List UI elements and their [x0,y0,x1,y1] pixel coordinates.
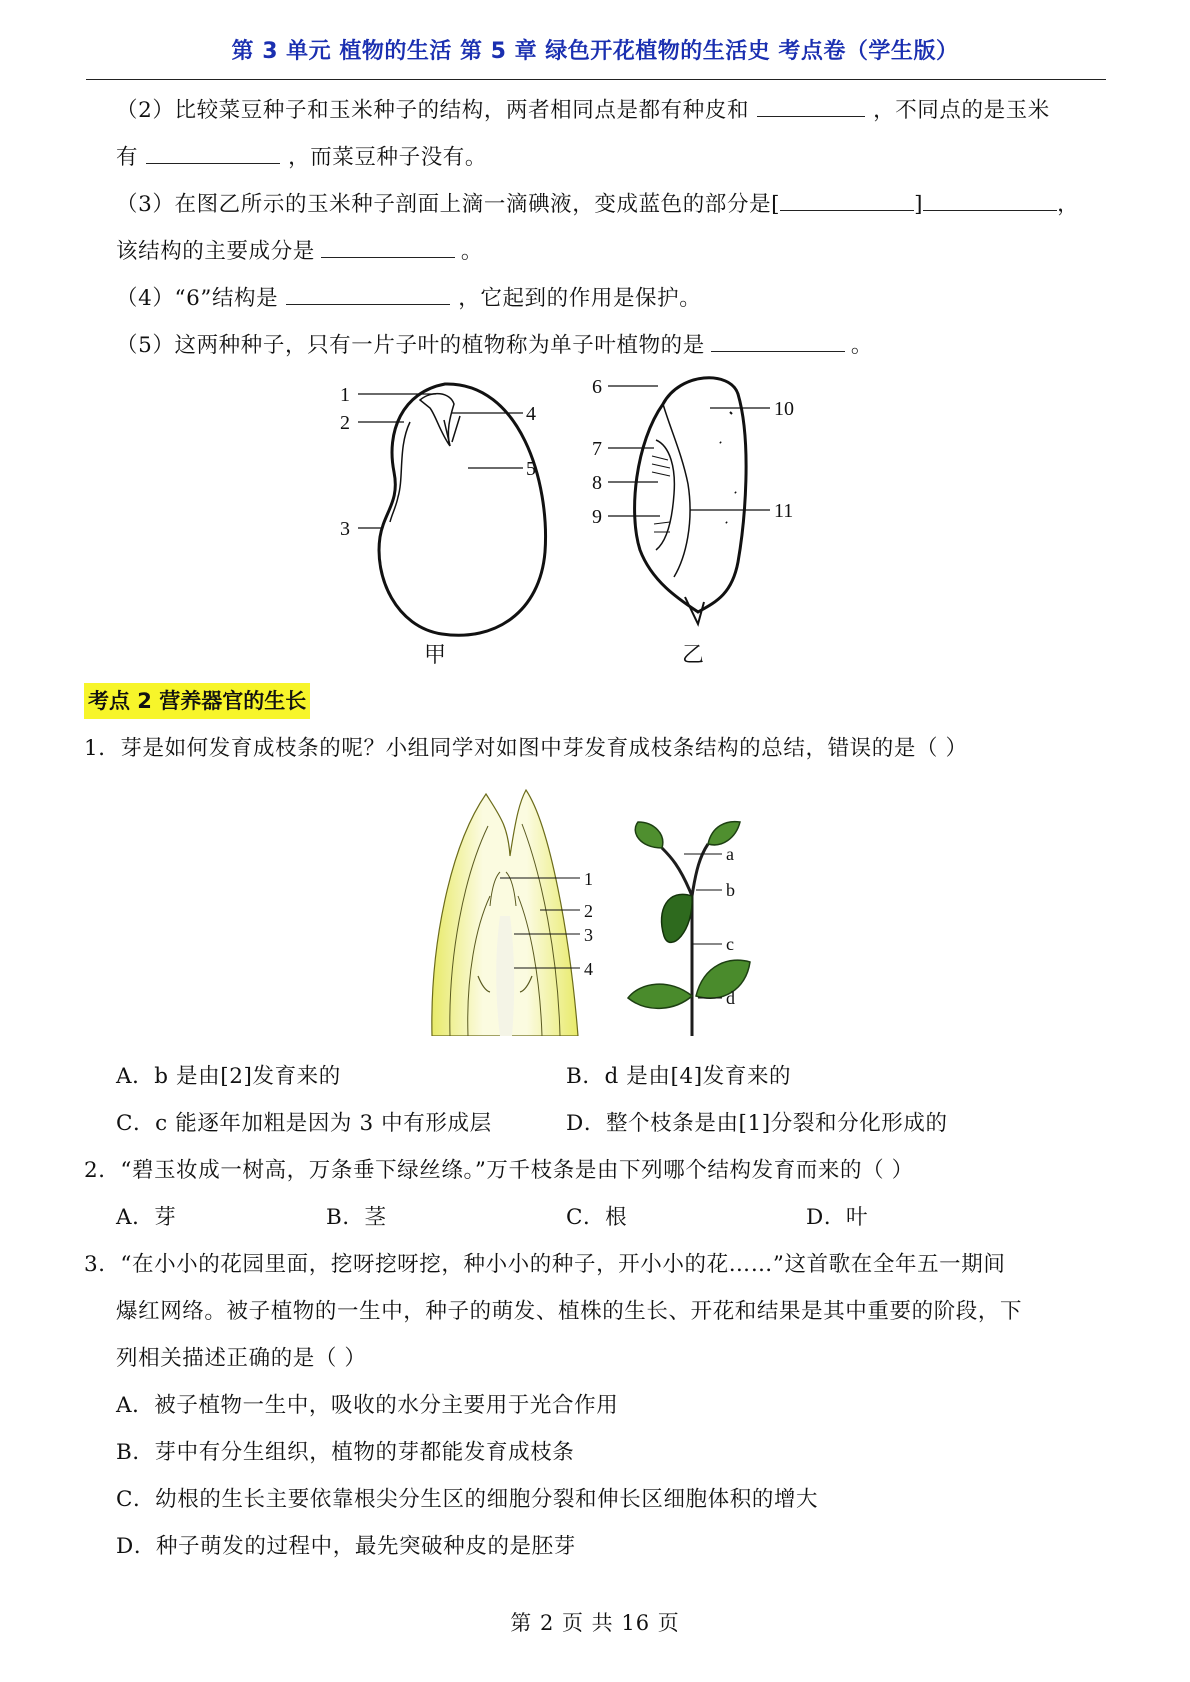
answer-blank[interactable] [923,188,1057,211]
q-part3-text-b: ] [914,192,924,217]
q-part5-text-a: （5）这两种种子，只有一片子叶的植物称为单子叶植物的是 [116,333,705,358]
label-10: 10 [774,398,794,420]
question-2-stem: 2．“碧玉妆成一树高，万条垂下绿丝绦。”万千枝条是由下列哪个结构发育而来的（ ） [84,1158,914,1183]
question-1-option-c[interactable]: C．c 能逐年加粗是因为 3 中有形成层 [116,1111,492,1136]
answer-blank[interactable] [757,94,865,117]
q-part3-text-d: 该结构的主要成分是 [116,239,315,264]
branch-label-c: c [726,934,734,954]
question-2-option-b[interactable]: B．茎 [326,1205,387,1230]
question-1-option-a[interactable]: A．b 是由[2]发育来的 [116,1064,341,1089]
label-9: 9 [592,506,602,528]
question-3-stem-line2: 爆红网络。被子植物的一生中，种子的萌发、植株的生长、开花和结果是其中重要的阶段，下 [116,1299,1023,1324]
question-2-option-d[interactable]: D．叶 [806,1205,869,1230]
branch-label-a: a [726,844,734,864]
bud-label-4: 4 [584,959,593,979]
label-6: 6 [592,376,602,398]
q-part3-line2 [116,235,483,266]
q-part2-line1 [116,94,1050,125]
q-part5-text-b: 。 [850,333,873,358]
question-3-stem-line3: 列相关描述正确的是（ ） [116,1346,367,1371]
bud-section-drawing [432,790,578,1036]
question-1-stem: 1．芽是如何发育成枝条的呢？小组同学对如图中芽发育成枝条结构的总结，错误的是（ ） [84,736,968,761]
page-header-title: 第 3 单元 植物的生活 第 5 章 绿色开花植物的生活史 考点卷（学生版） [231,39,959,64]
q-part2-text-c: 有 [116,145,139,170]
answer-blank[interactable] [146,141,280,164]
branch-label-b: b [726,880,735,900]
q-part3-text-c: ， [1057,192,1080,217]
label-7: 7 [592,438,602,460]
label-2: 2 [340,412,350,434]
q-part2-text-d: ，而菜豆种子没有。 [288,145,488,170]
seed-structure-figure [340,372,880,667]
answer-blank[interactable] [711,329,845,352]
q-part2-text-b: ，不同点的是玉米 [873,98,1050,123]
q-part4-text-b: ，它起到的作用是保护。 [458,286,702,311]
bean-seed-leader-lines [358,394,523,528]
q-part3-text-e: 。 [460,239,484,264]
q-part4-line [116,282,701,313]
q-part5-line [116,329,873,360]
caption-yi: 乙 [682,642,705,667]
header-rule [86,79,1106,80]
answer-blank[interactable] [321,235,455,258]
label-4: 4 [526,403,536,425]
question-3-option-a[interactable]: A．被子植物一生中，吸收的水分主要用于光合作用 [116,1393,619,1418]
label-5: 5 [526,458,536,480]
answer-blank[interactable] [286,282,450,305]
question-2-option-a[interactable]: A．芽 [116,1205,177,1230]
label-8: 8 [592,472,602,494]
page-footer: 第 2 页 共 16 页 [510,1611,680,1635]
question-1-option-b[interactable]: B．d 是由[4]发育来的 [566,1064,792,1089]
q-part4-text-a: （4）“6”结构是 [116,286,279,311]
label-11: 11 [774,500,794,522]
question-3-option-d[interactable]: D．种子萌发的过程中，最先突破种皮的是胚芽 [116,1534,576,1559]
branch-label-d: d [726,988,735,1008]
bean-seed-drawing [379,384,546,635]
label-3: 3 [340,518,350,540]
corn-seed-drawing [635,378,747,624]
caption-jia: 甲 [424,642,447,667]
answer-blank[interactable] [780,188,914,211]
question-3-option-b[interactable]: B．芽中有分生组织，植物的芽都能发育成枝条 [116,1440,575,1465]
q-part3-text-a: （3）在图乙所示的玉米种子剖面上滴一滴碘液，变成蓝色的部分是[ [116,192,781,217]
q-part2-line2 [116,141,487,172]
bud-label-1: 1 [584,869,593,889]
question-1-option-d[interactable]: D．整个枝条是由[1]分裂和分化形成的 [566,1111,948,1136]
question-3-option-c[interactable]: C．幼根的生长主要依靠根尖分生区的细胞分裂和伸长区细胞体积的增大 [116,1487,819,1512]
question-3-stem-line1: 3．“在小小的花园里面，挖呀挖呀挖，种小小的种子，开小小的花……”这首歌在全年五一期间 [84,1252,1006,1277]
section-title-2: 考点 2 营养器官的生长 [84,683,310,719]
label-1: 1 [340,384,350,406]
bud-branch-figure [430,786,810,1036]
bud-label-3: 3 [584,925,593,945]
question-2-option-c[interactable]: C．根 [566,1205,628,1230]
q-part3-line1 [116,188,1079,219]
q-part2-text-a: （2）比较菜豆种子和玉米种子的结构，两者相同点是都有种皮和 [116,98,750,123]
bud-label-2: 2 [584,901,593,921]
